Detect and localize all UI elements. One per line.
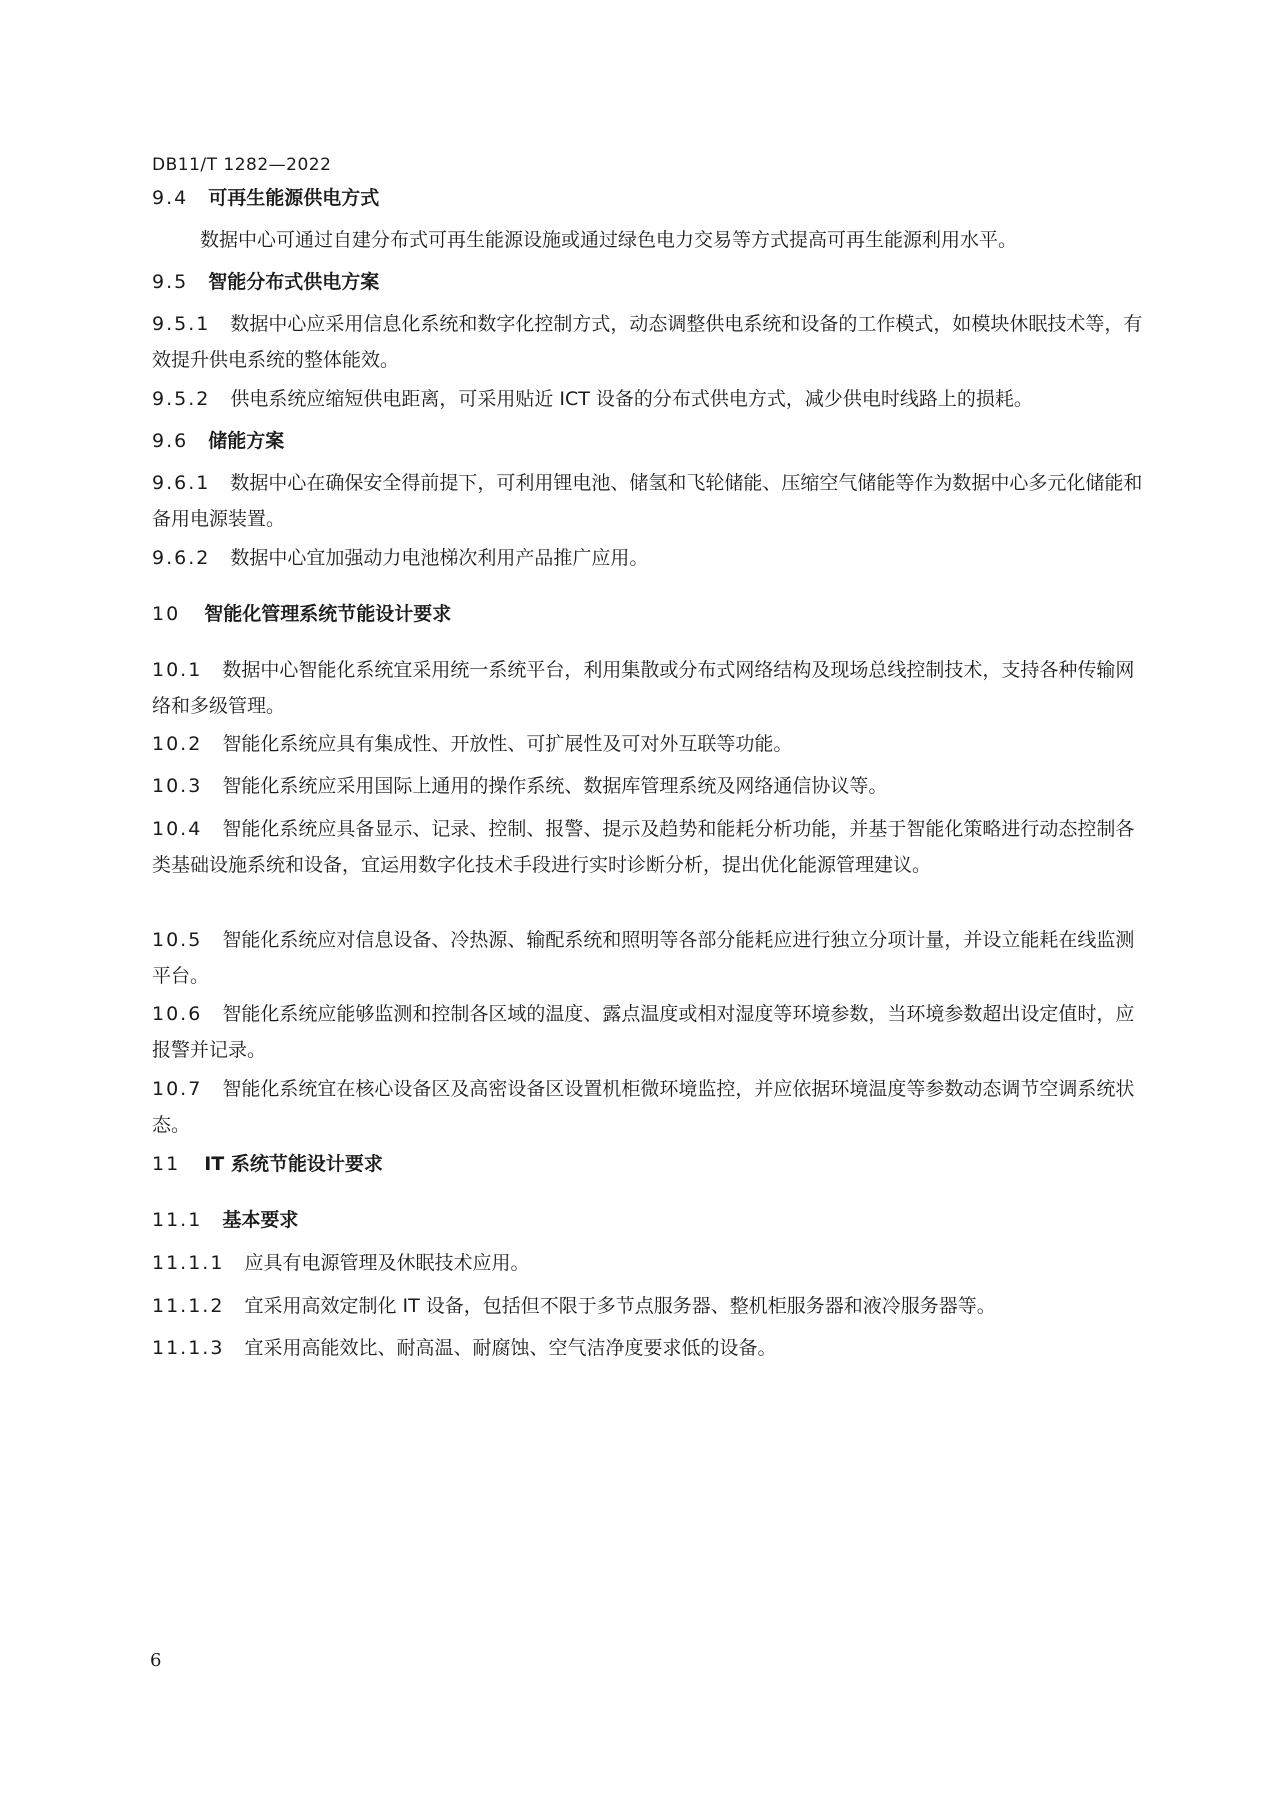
heading-10 [152,596,1147,632]
clause-11-1-3 [152,1330,1147,1366]
clause-number: 10.5 [152,929,203,951]
clause-text: 智能化系统应具有集成性、开放性、可扩展性及可对外互联等功能。 [222,733,793,755]
clause-text: 智能化系统应对信息设备、冷热源、输配系统和照明等各部分能耗应进行独立分项计量，并设立能耗在线监测平台。 [152,929,1135,987]
heading-9-5 [152,264,1147,300]
clause-text: 智能化系统应具备显示、记录、控制、报警、提示及趋势和能耗分析功能，并基于智能化策略进行动态控制各类基础设施系统和设备，宜运用数字化技术手段进行实时诊断分析，提出优化能源管理建议。 [152,818,1135,876]
clause-9-5-2 [152,381,1147,417]
section-number: 9.6 [152,430,189,452]
section-title: 基本要求 [222,1209,299,1231]
clause-10-5 [152,922,1147,994]
clause-text: 智能化系统宜在核心设备区及高密设备区设置机柜微环境监控，并应依据环境温度等参数动态调节空调系统状态。 [152,1078,1135,1136]
clause-10-7 [152,1071,1147,1143]
clause-text: 供电系统应缩短供电距离，可采用贴近 ICT 设备的分布式供电方式，减少供电时线路上的损耗。 [230,388,1033,410]
chapter-title: 智能化管理系统节能设计要求 [204,603,452,625]
clause-text: 数据中心应采用信息化系统和数字化控制方式，动态调整供电系统和设备的工作模式，如模块休眠技术等，有效提升供电系统的整体能效。 [152,313,1143,371]
clause-9-6-2 [152,540,1147,576]
clause-number: 10.4 [152,818,203,840]
clause-text: 宜采用高能效比、耐高温、耐腐蚀、空气洁净度要求低的设备。 [244,1337,777,1359]
clause-number: 11.1.2 [152,1295,225,1317]
clause-number: 9.5.2 [152,388,211,410]
section-number: 9.4 [152,187,189,209]
clause-number: 11.1.3 [152,1337,225,1359]
clause-10-6 [152,996,1147,1068]
heading-9-4 [152,180,1147,216]
clause-text: 应具有电源管理及休眠技术应用。 [244,1252,530,1274]
clause-number: 10.6 [152,1003,203,1025]
clause-number: 10.7 [152,1078,203,1100]
clause-10-1 [152,652,1147,724]
document-code: DB11/T 1282—2022 [152,155,332,175]
clause-text: 数据中心在确保安全得前提下，可利用锂电池、储氢和飞轮储能、压缩空气储能等作为数据中心多元化储能和备用电源装置。 [152,472,1143,530]
section-title: 智能分布式供电方案 [208,271,380,293]
clause-number: 9.5.1 [152,313,211,335]
clause-text: 数据中心智能化系统宜采用统一系统平台，利用集散或分布式网络结构及现场总线控制技术，支持各种传输网络和多级管理。 [152,659,1135,717]
section-title: 可再生能源供电方式 [208,187,380,209]
heading-9-6 [152,423,1147,459]
clause-number: 10.2 [152,733,203,755]
paragraph-9-4: 数据中心可通过自建分布式可再生能源设施或通过绿色电力交易等方式提高可再生能源利用水平。 [200,229,1018,251]
clause-number: 9.6.1 [152,472,211,494]
chapter-title: IT 系统节能设计要求 [204,1153,383,1175]
clause-11-1-2 [152,1288,1147,1324]
clause-text: 智能化系统应能够监测和控制各区域的温度、露点温度或相对湿度等环境参数，当环境参数超出设定值时，应报警并记录。 [152,1003,1135,1061]
heading-11-1 [152,1202,1147,1238]
clause-10-3 [152,768,1147,804]
page-number: 6 [150,1650,162,1671]
chapter-number: 10 [152,603,181,625]
clause-10-2 [152,726,1147,762]
chapter-number: 11 [152,1153,181,1175]
section-title: 储能方案 [208,430,285,452]
clause-text: 智能化系统应采用国际上通用的操作系统、数据库管理系统及网络通信协议等。 [222,775,888,797]
section-number: 11.1 [152,1209,203,1231]
clause-number: 10.1 [152,659,203,681]
clause-number: 10.3 [152,775,203,797]
clause-number: 11.1.1 [152,1252,225,1274]
clause-9-5-1 [152,306,1147,378]
section-number: 9.5 [152,271,189,293]
heading-11 [152,1146,1147,1182]
clause-11-1-1 [152,1245,1147,1281]
clause-text: 宜采用高效定制化 IT 设备，包括但不限于多节点服务器、整机柜服务器和液冷服务器等。 [244,1295,996,1317]
clause-10-4 [152,811,1147,883]
clause-9-6-1 [152,465,1147,537]
clause-text: 数据中心宜加强动力电池梯次利用产品推广应用。 [230,547,649,569]
clause-number: 9.6.2 [152,547,211,569]
